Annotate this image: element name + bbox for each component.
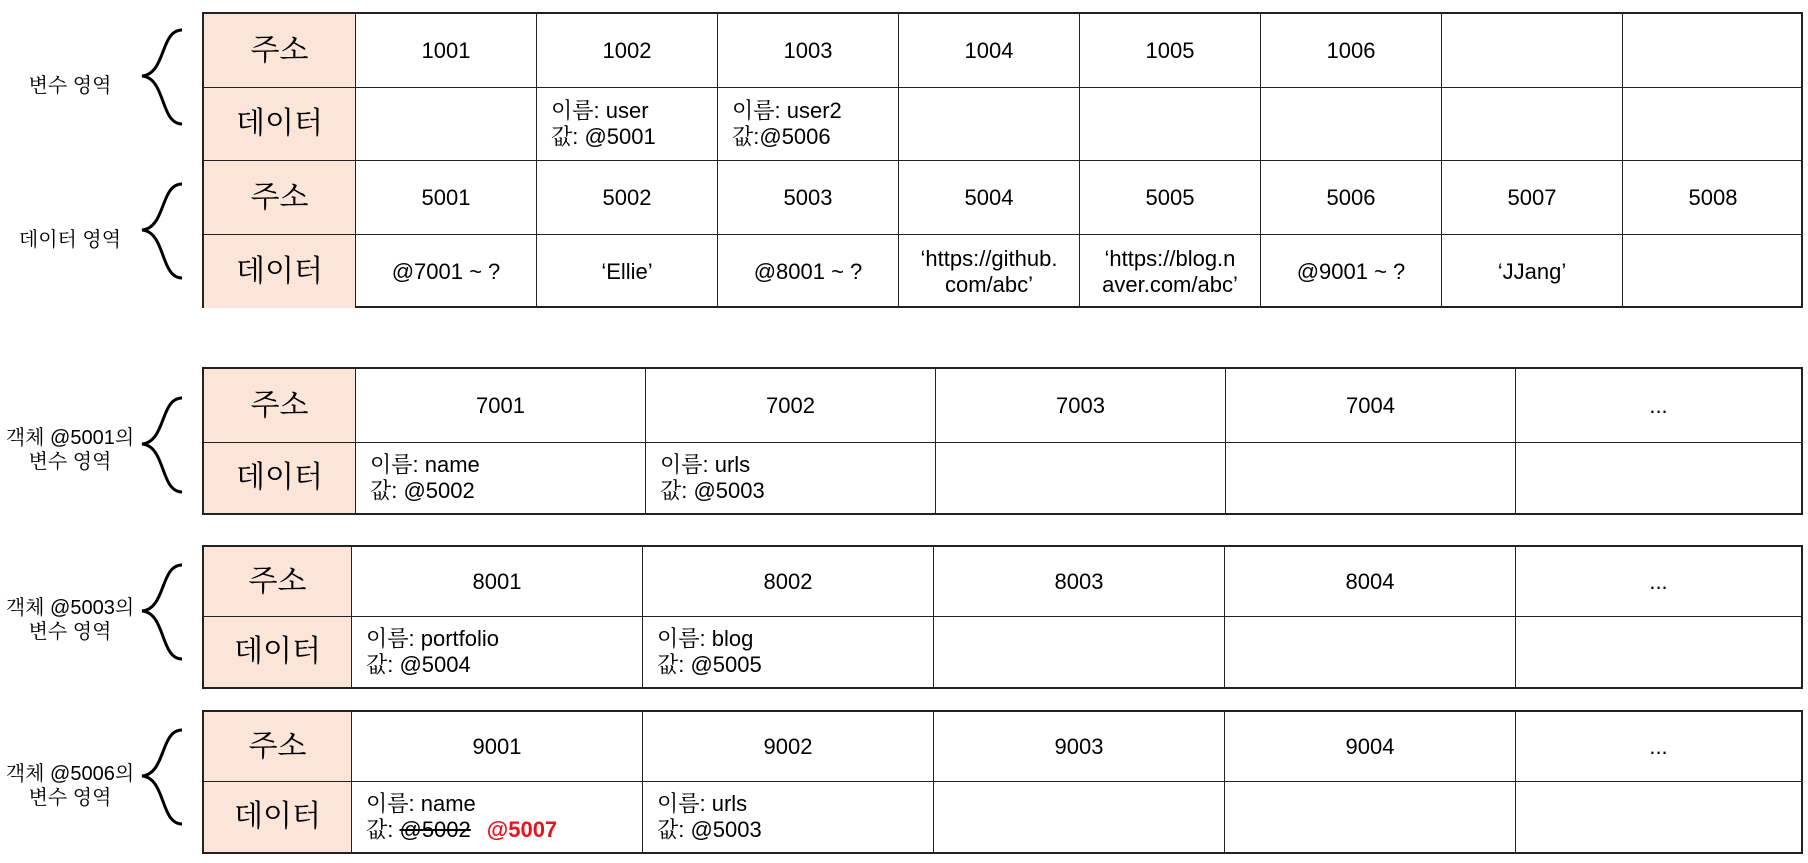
- address-cell-5005: 5005: [1080, 161, 1261, 235]
- address-cell-5007: 5007: [1442, 161, 1623, 235]
- address-header: 주소: [204, 369, 356, 443]
- address-cell-5003: 5003: [718, 161, 899, 235]
- data-cell-9003: [934, 782, 1225, 852]
- object-5003-label: 객체 @5003의 변수 영역: [5, 597, 135, 643]
- data-cell-5002: ‘Ellie’: [537, 235, 718, 308]
- data-cell-1004: [899, 88, 1080, 161]
- data-cell-5006: @9001 ~ ?: [1261, 235, 1442, 308]
- address-cell-8004: 8004: [1225, 547, 1516, 617]
- address-cell-5006: 5006: [1261, 161, 1442, 235]
- address-cell-7004: 7004: [1226, 369, 1516, 443]
- data-cell-1002: 이름: user 값: @5001: [537, 88, 718, 161]
- data-cell-empty: [1442, 88, 1623, 161]
- data-area-brace: [138, 182, 188, 282]
- address-cell-9001: 9001: [352, 712, 643, 782]
- address-cell-9002: 9002: [643, 712, 934, 782]
- address-cell-7002: 7002: [646, 369, 936, 443]
- data-cell-7002: 이름: urls 값: @5003: [646, 443, 936, 513]
- data-header: 데이터: [204, 782, 352, 852]
- address-cell-5001: 5001: [356, 161, 537, 235]
- data-header: 데이터: [204, 617, 352, 687]
- address-cell-1005: 1005: [1080, 14, 1261, 88]
- object-5006-table: [202, 710, 1803, 854]
- address-header: 주소: [204, 14, 356, 88]
- address-cell-ellipsis: ...: [1516, 369, 1801, 443]
- address-cell-ellipsis: ...: [1516, 712, 1801, 782]
- address-cell-1002: 1002: [537, 14, 718, 88]
- address-cell-9003: 9003: [934, 712, 1225, 782]
- data-cell-1005: [1080, 88, 1261, 161]
- address-cell-8003: 8003: [934, 547, 1225, 617]
- value-prefix: 값:: [366, 817, 400, 842]
- data-cell-1006: [1261, 88, 1442, 161]
- data-cell-5001: @7001 ~ ?: [356, 235, 537, 308]
- object-5003-table: [202, 545, 1803, 689]
- address-cell-7001: 7001: [356, 369, 646, 443]
- data-header: 데이터: [204, 443, 356, 513]
- data-cell-1001: [356, 88, 537, 161]
- data-cell-7004: [1226, 443, 1516, 513]
- data-cell-5007: ‘JJang’: [1442, 235, 1623, 308]
- address-cell-8001: 8001: [352, 547, 643, 617]
- new-value-highlight: @5007: [486, 817, 558, 842]
- data-cell-8004: [1225, 617, 1516, 687]
- data-cell-8002: 이름: blog 값: @5005: [643, 617, 934, 687]
- address-cell-5002: 5002: [537, 161, 718, 235]
- variable-area-brace: [138, 28, 188, 128]
- address-cell-ellipsis: ...: [1516, 547, 1801, 617]
- address-cell-1004: 1004: [899, 14, 1080, 88]
- data-header: 데이터: [204, 88, 356, 161]
- variable-area-label: 변수 영역: [28, 75, 112, 97]
- data-cell-empty: [1623, 88, 1803, 161]
- object-5001-brace: [138, 396, 188, 496]
- data-cell-9002: 이름: urls 값: @5003: [643, 782, 934, 852]
- address-header: 주소: [204, 712, 352, 782]
- data-cell-ellipsis: [1516, 617, 1801, 687]
- address-cell-1003: 1003: [718, 14, 899, 88]
- data-cell-5004: ‘https://github. com/abc’: [899, 235, 1080, 308]
- address-cell-5004: 5004: [899, 161, 1080, 235]
- data-cell-9004: [1225, 782, 1516, 852]
- object-5006-brace: [138, 728, 188, 828]
- data-cell-ellipsis: [1516, 782, 1801, 852]
- address-cell-empty: [1442, 14, 1623, 88]
- address-cell-1001: 1001: [356, 14, 537, 88]
- data-cell-9001: 이름: name 값: @5002 @5007: [352, 782, 643, 852]
- address-cell-empty: [1623, 14, 1803, 88]
- memory-table-top: [202, 12, 1803, 308]
- old-value-struck: @5002: [399, 817, 471, 842]
- object-5003-brace: [138, 563, 188, 663]
- data-cell-1003: 이름: user2 값:@5006: [718, 88, 899, 161]
- data-cell-5003: @8001 ~ ?: [718, 235, 899, 308]
- data-area-label: 데이터 영역: [18, 229, 122, 251]
- address-cell-9004: 9004: [1225, 712, 1516, 782]
- data-cell-7003: [936, 443, 1226, 513]
- data-cell-8001: 이름: portfolio 값: @5004: [352, 617, 643, 687]
- data-cell-8003: [934, 617, 1225, 687]
- address-header: 주소: [204, 547, 352, 617]
- data-header: 데이터: [204, 235, 356, 308]
- address-cell-8002: 8002: [643, 547, 934, 617]
- data-cell-5008: [1623, 235, 1803, 308]
- address-header: 주소: [204, 161, 356, 235]
- object-5001-label: 객체 @5001의 변수 영역: [5, 427, 135, 473]
- address-cell-7003: 7003: [936, 369, 1226, 443]
- data-cell-ellipsis: [1516, 443, 1801, 513]
- data-cell-7001: 이름: name 값: @5002: [356, 443, 646, 513]
- data-cell-5005: ‘https://blog.n aver.com/abc’: [1080, 235, 1261, 308]
- address-cell-1006: 1006: [1261, 14, 1442, 88]
- object-5001-table: [202, 367, 1803, 515]
- object-5006-label: 객체 @5006의 변수 영역: [5, 763, 135, 809]
- address-cell-5008: 5008: [1623, 161, 1803, 235]
